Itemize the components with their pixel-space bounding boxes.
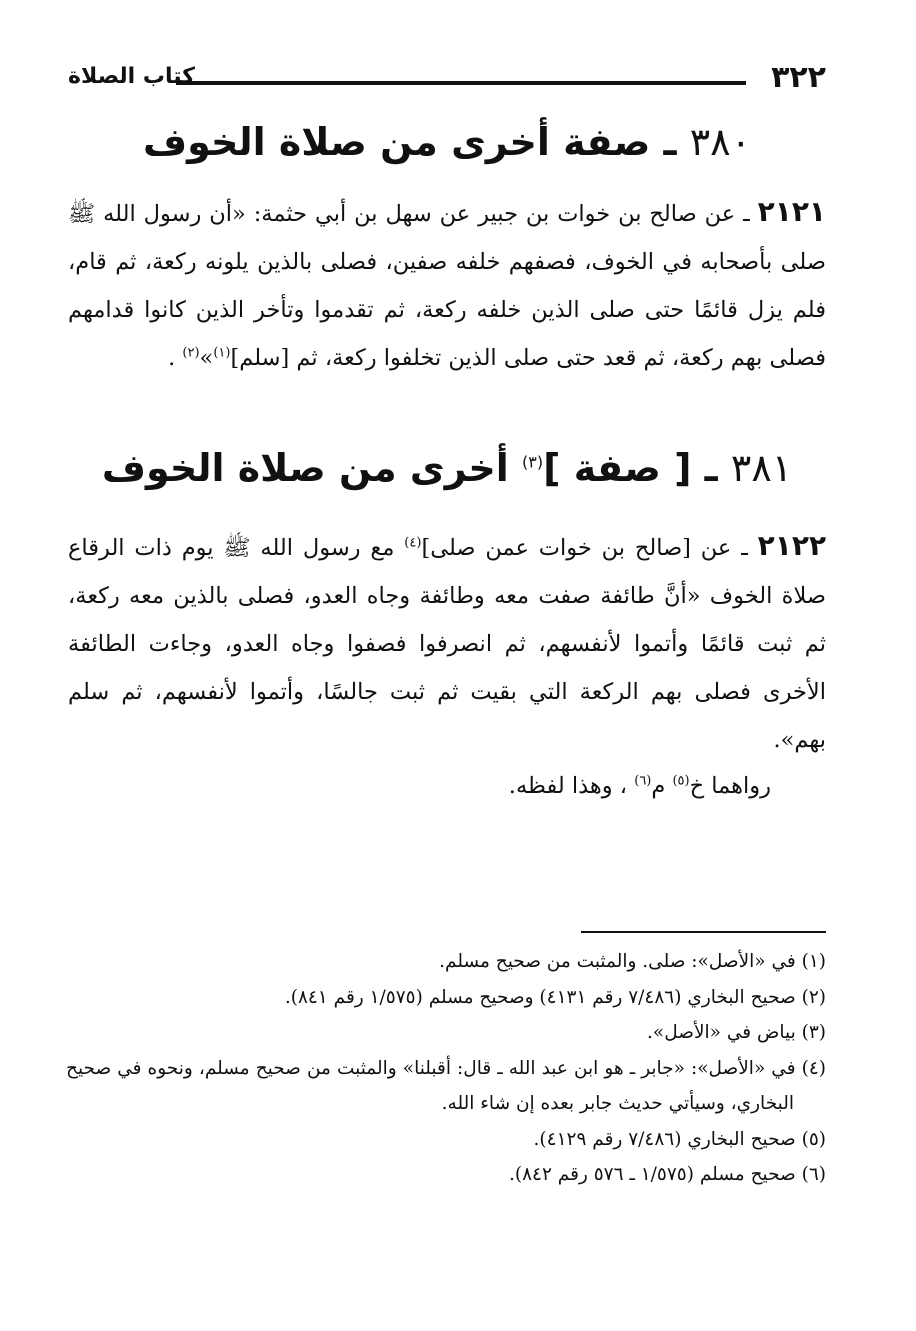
- footnote-ref: (٤): [404, 535, 422, 551]
- footnote-ref: (٥): [672, 773, 690, 789]
- chapter-heading-380: ٣٨٠ ـ صفة أخرى من صلاة الخوف: [143, 120, 751, 164]
- source-note: [509, 762, 771, 810]
- source-text: ، وهذا لفظه.: [508, 773, 628, 799]
- hadith-text: عن صالح بن خوات بن جبير عن سهل بن أبي حثمة: «أن رسول الله ﷺ صلى بأصحابه في الخوف، فصفهم خلفه صفين، فصلى بالذين يلونه ركعة، ثم قام، فلم يزل قائمًا حتى صلى الذين خلفه ركعة، ثم تقدموا وتأخر الذين كانوا قدامهم فصلى بهم ركعة، ثم قعد حتى صلى الذين تخلفوا ركعة، ثم [سلم]: [68, 201, 826, 371]
- footnote-ref: (١): [213, 345, 231, 361]
- chapter-title-bracket: [ صفة ]: [543, 446, 692, 490]
- footnote-separator: [581, 931, 826, 933]
- footnote-ref: (٦): [634, 773, 652, 789]
- chapter-number: ٣٨١: [730, 446, 793, 490]
- header-rule: [176, 81, 746, 85]
- footnote-1: (١) في «الأصل»: صلى. والمثبت من صحيح مسلم.: [439, 951, 826, 972]
- footnotes: [66, 944, 826, 1193]
- hadith-2122: ٢١٢٢ ـ عن [صالح بن خوات عمن صلى]$^{(٤)}$ مع رسول الله ﷺ يوم ذات الرقاع صلاة الخوف «أنَّ طائفة صفت معه وطائفة وجاه العدو، فصلى بالذين معه ركعة، ثم ثبت قائمًا وأتموا لأنفسهم، ثم انصرفوا فصفوا وجاه العدو، وجاءت الطائفة الأخرى فصلى بهم الركعة التي بقيت ثم ثبت جالسًا، وأتموا لأنفسهم، ثم سلم بهم».: [68, 529, 827, 753]
- hadith-text-close: »: [199, 345, 214, 371]
- hadith-number: ٢١٢٢: [757, 529, 827, 562]
- footnote-2: (٢) صحيح البخاري (٧/٤٨٦ رقم ٤١٣١) وصحيح مسلم (١/٥٧٥ رقم ٨٤١).: [284, 986, 826, 1008]
- source-text: م: [651, 773, 666, 799]
- hadith-text-rest: مع رسول الله ﷺ يوم ذات الرقاع صلاة الخوف «أنَّ طائفة صفت معه وطائفة وجاه العدو، فصلى بالذين معه ركعة، ثم ثبت قائمًا وأتموا لأنفسهم، ثم انصرفوا فصفوا وجاه العدو، وجاءت الطائفة الأخرى فصلى بهم الركعة التي بقيت ثم ثبت جالسًا، وأتموا لأنفسهم، ثم سلم بهم».: [68, 535, 826, 753]
- footnote-6: (٦) صحيح مسلم (١/٥٧٥ ـ ٥٧٦ رقم ٨٤٢).: [508, 1164, 826, 1185]
- page-number: ٣٢٢: [771, 60, 826, 95]
- footnote-ref: (٢): [182, 345, 200, 361]
- footnote-ref: (٣): [522, 452, 544, 472]
- book-title: كتاب الصلاة: [68, 64, 195, 89]
- chapter-heading-381: ٣٨١ ـ [ صفة ]$^{(٣)}$ أخرى من صلاة الخوف: [101, 446, 793, 490]
- hadith-2121: ٢١٢١ ـ عن صالح بن خوات بن جبير عن سهل بن أبي حثمة: «أن رسول الله ﷺ صلى بأصحابه في الخوف، فصفهم خلفه صفين، فصلى بالذين يلونه ركعة، ثم قام، فلم يزل قائمًا حتى صلى الذين خلفه ركعة، ثم تقدموا وتأخر الذين كانوا قدامهم فصلى بهم ركعة، ثم قعد حتى صلى الذين تخلفوا ركعة، ثم [سلم]$^{(١)}$»$^{(٢)}$ .: [68, 195, 826, 371]
- footnote-3: (٣) بياض في «الأصل».: [647, 1022, 826, 1043]
- chapter-number: ٣٨٠: [689, 120, 751, 164]
- hadith-number: ٢١٢١: [757, 195, 826, 228]
- chapter-title: أخرى من صلاة الخوف: [101, 446, 509, 490]
- chapter-title: صفة أخرى من صلاة الخوف: [143, 120, 651, 164]
- page-header: [68, 60, 826, 100]
- footnote-4: (٤) في «الأصل»: «جابر ـ هو ابن عبد الله ـ قال: أقبلنا» والمثبت من صحيح مسلم، ونحوه في صحيح البخاري، وسيأتي حديث جابر بعده إن شاء الله.: [66, 1057, 826, 1114]
- footnote-5: (٥) صحيح البخاري (٧/٤٨٦ رقم ٤١٢٩).: [533, 1128, 826, 1150]
- hadith-text: عن [صالح بن خوات عمن صلى]: [421, 535, 732, 561]
- source-text: رواهما خ: [689, 773, 771, 799]
- hadith-text-end: .: [168, 345, 176, 371]
